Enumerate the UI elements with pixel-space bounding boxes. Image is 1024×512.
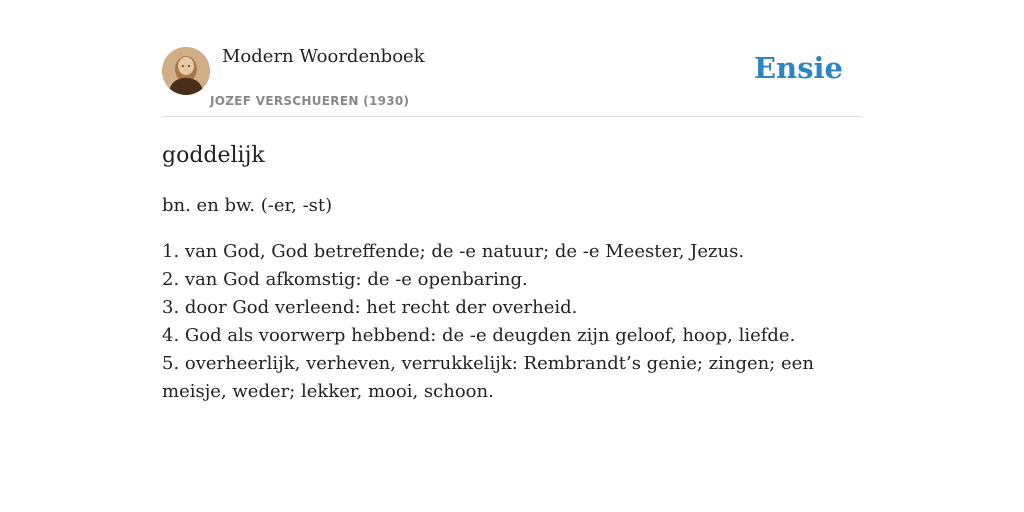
author-name: JOZEF VERSCHUEREN (1930) — [210, 94, 410, 108]
ensie-logo[interactable]: Ensie — [754, 51, 843, 85]
definition-1: 1. van God, God betreffende; de -e natuur; de -e Meester, Jezus. — [162, 241, 745, 262]
definition-list — [162, 238, 862, 406]
author-portrait-icon — [162, 47, 210, 95]
book-title[interactable]: Modern Woordenboek — [222, 46, 425, 67]
dictionary-header — [162, 46, 862, 117]
definition-4: 4. God als voorwerp hebbend: de -e deugden zijn geloof, hoop, liefde. — [162, 325, 796, 346]
definition-5: 5. overheerlijk, verheven, verrukkelijk: Rembrandt’s genie; zingen; een meisje, weder; lekker, mooi, schoon. — [162, 353, 814, 402]
definition-3: 3. door God verleend: het recht der overheid. — [162, 297, 578, 318]
page — [162, 0, 862, 406]
grammar-info: bn. en bw. (-er, -st) — [162, 195, 333, 216]
definition-2: 2. van God afkomstig: de -e openbaring. — [162, 269, 528, 290]
headword: goddelijk — [162, 143, 265, 168]
